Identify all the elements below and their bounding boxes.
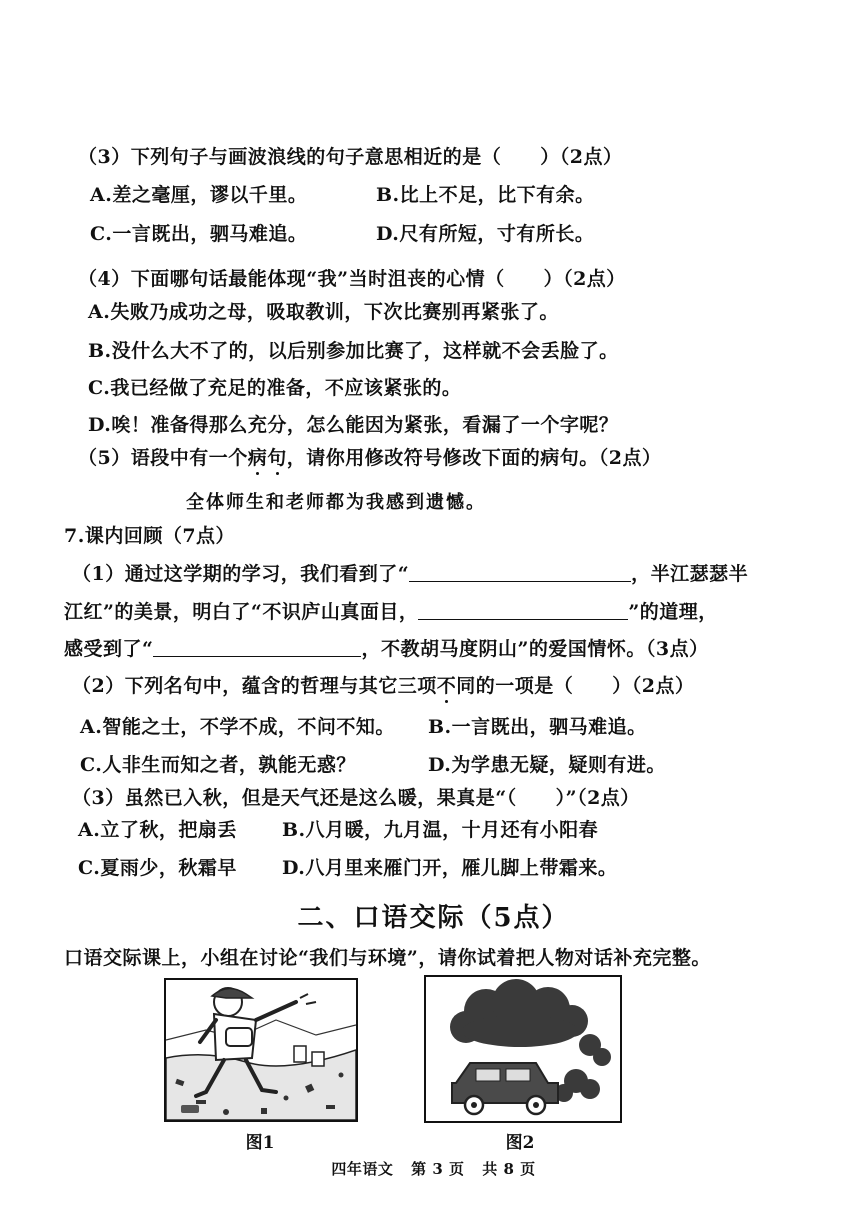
q7-2-title-post: 同的一项是（ ）（2点） (456, 675, 695, 697)
q7-3-option-a[interactable]: A.立了秋，把扇丢 (78, 819, 237, 841)
q7-1-line3-post: ，不教胡马度阴山”的爱国情怀。（3点） (361, 638, 709, 660)
section-2-intro: 口语交际课上，小组在讨论“我们与环境”，请你试着把人物对话补充完整。 (64, 947, 711, 969)
q5-title (78, 446, 662, 470)
q7-1-line3 (64, 637, 709, 661)
q4-option-c[interactable]: C.我已经做了充足的准备，不应该紧张的。 (88, 377, 462, 399)
q7-1-blank-2[interactable] (418, 601, 628, 620)
q7-2-title (72, 674, 694, 698)
section-2-title: 二、口语交际（5点） (297, 903, 570, 933)
figure-2-illustration (426, 977, 620, 1121)
figure-1-caption: 图1 (245, 1133, 275, 1153)
q7-1-blank-1[interactable] (409, 563, 631, 582)
q5-title-pre: （5）语段中有一个 (78, 447, 248, 469)
q7-1-blank-3[interactable] (153, 638, 361, 657)
q7-2-option-d[interactable]: D.为学患无疑，疑则有进。 (428, 754, 666, 776)
q3-title: （3）下列句子与画波浪线的句子意思相近的是（ ）（2点） (78, 146, 623, 168)
q5-faulty-sentence: 全体师生和老师都为我感到遗憾。 (186, 492, 486, 513)
q4-option-d[interactable]: D.唉！准备得那么充分，怎么能因为紧张，看漏了一个字呢？ (88, 414, 619, 436)
q4-option-a[interactable]: A.失败乃成功之母，吸取教训，下次比赛别再紧张了。 (88, 301, 559, 323)
q4-option-b[interactable]: B.没什么大不了的，以后别参加比赛了，这样就不会丢脸了。 (88, 340, 619, 362)
q7-1-line2-pre: 江红”的美景，明白了“不识庐山真面目， (64, 601, 419, 623)
figure-2-caption: 图2 (505, 1133, 535, 1153)
figure-2-image (424, 975, 622, 1123)
figure-1-illustration (166, 980, 356, 1120)
q4-title: （4）下面哪句话最能体现“我”当时沮丧的心情（ ）（2点） (78, 268, 626, 290)
footer-page-number: 第 3 页 (411, 1160, 465, 1178)
q3-option-b[interactable]: B.比上不足，比下有余。 (376, 184, 595, 206)
page-footer (0, 1158, 867, 1179)
q7-1-line3-pre: 感受到了“ (64, 638, 154, 660)
q5-title-dotted-char-2: 句 (267, 447, 287, 469)
q5-title-dotted-char-1: 病 (247, 447, 268, 469)
q7-2-title-dotted-char: 不 (436, 675, 457, 697)
q7-1-line1-pre: （1）通过这学期的学习，我们看到了“ (72, 563, 410, 585)
figure-1-image (164, 978, 358, 1122)
q3-option-a[interactable]: A.差之毫厘，谬以千里。 (90, 184, 308, 206)
q7-2-title-pre: （2）下列名句中，蕴含的哲理与其它三项 (72, 675, 437, 697)
q3-option-c[interactable]: C.一言既出，驷马难追。 (90, 223, 308, 245)
q7-2-option-c[interactable]: C.人非生而知之者，孰能无惑？ (80, 754, 356, 776)
q7-1-line1 (72, 562, 748, 586)
q7-3-option-d[interactable]: D.八月里来雁门开，雁儿脚上带霜来。 (282, 857, 618, 879)
q7-1-line1-post: ，半江瑟瑟半 (631, 563, 749, 585)
footer-total-pages: 共 8 页 (482, 1160, 536, 1178)
q5-title-post: ，请你用修改符号修改下面的病句。（2点） (286, 447, 662, 469)
footer-subject: 四年语文 (331, 1160, 394, 1178)
q7-2-option-b[interactable]: B.一言既出，驷马难追。 (428, 716, 647, 738)
q7-heading: 7.课内回顾（7点） (64, 525, 236, 547)
q3-option-d[interactable]: D.尺有所短，寸有所长。 (376, 223, 595, 245)
q7-3-option-b[interactable]: B.八月暖，九月温，十月还有小阳春 (282, 819, 599, 841)
q7-3-title: （3）虽然已入秋，但是天气还是这么暖，果真是“（ ）”（2点） (72, 787, 640, 809)
q7-1-line2 (64, 600, 718, 624)
q7-1-line2-post: ”的道理， (628, 601, 718, 623)
q7-3-option-c[interactable]: C.夏雨少，秋霜早 (78, 857, 237, 879)
q7-2-option-a[interactable]: A.智能之士，不学不成，不问不知。 (80, 716, 395, 738)
